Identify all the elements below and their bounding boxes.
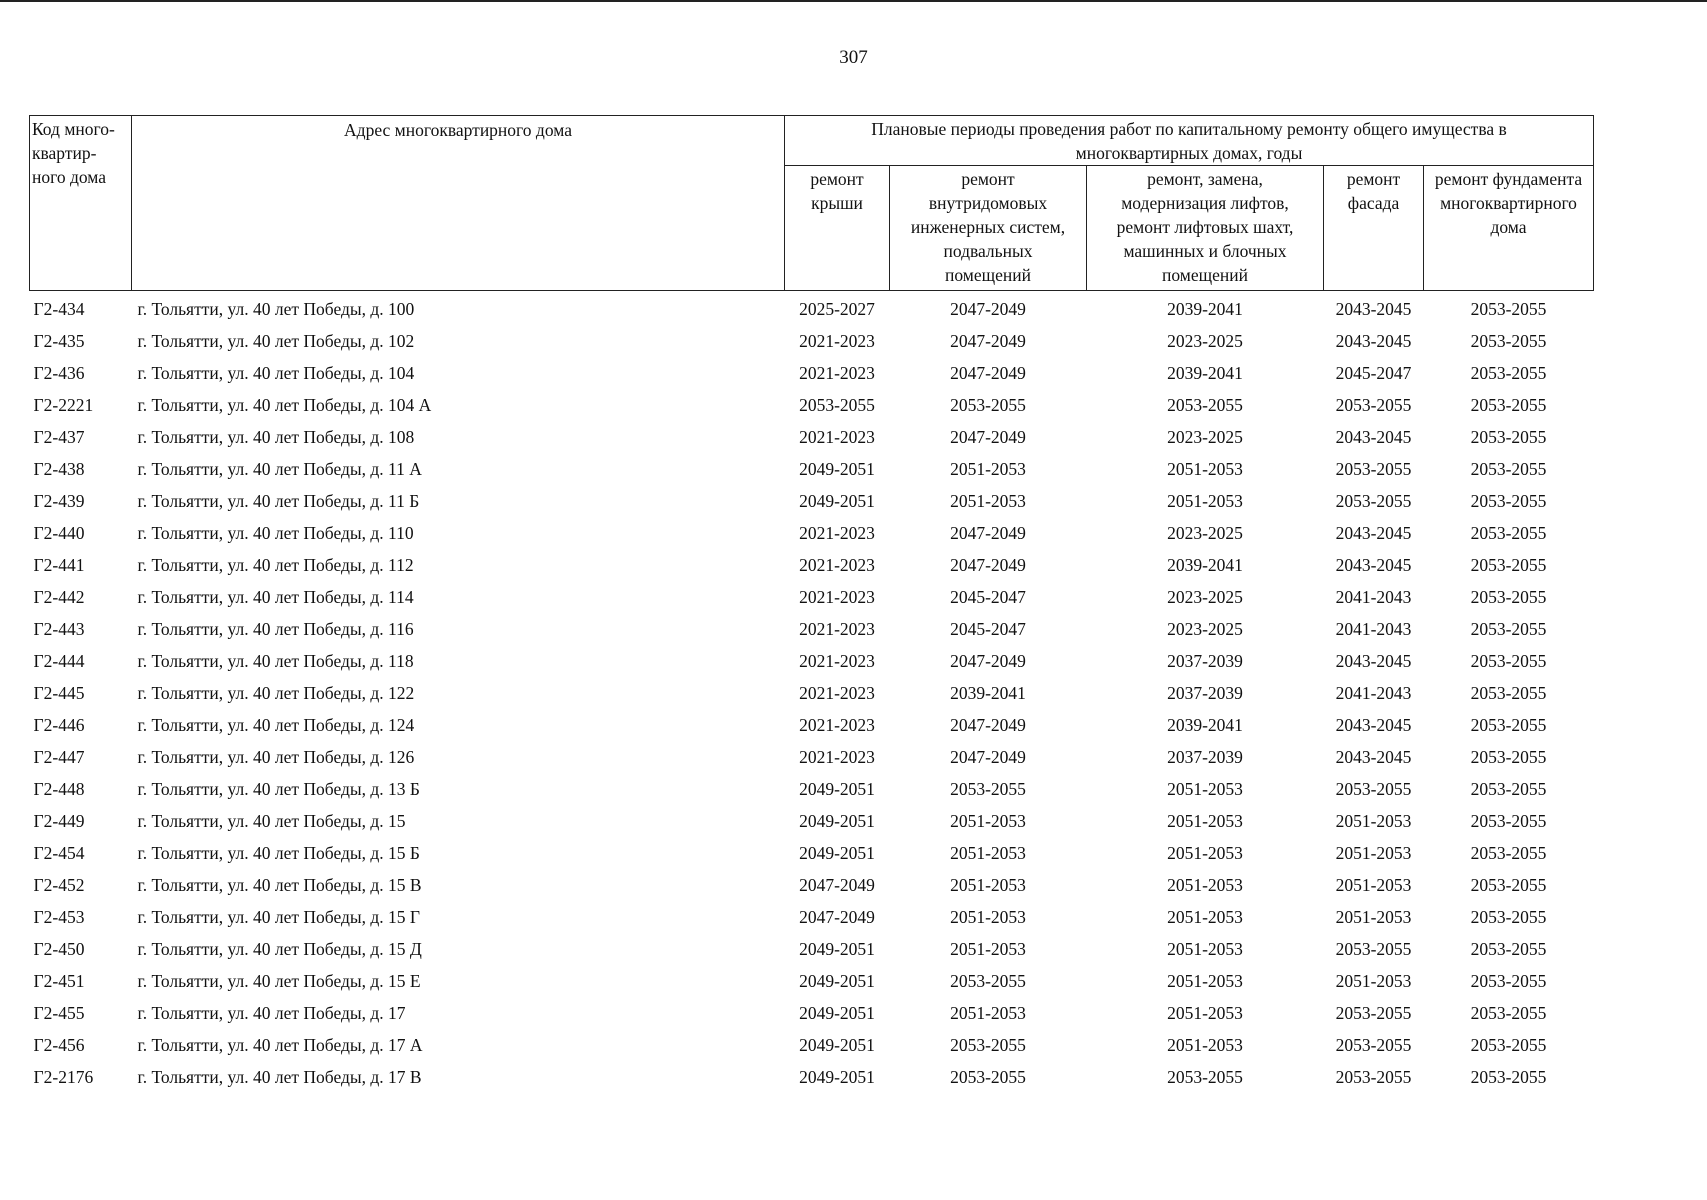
- page-number: 307: [839, 47, 868, 68]
- cell-foundation: 2053-2055: [1470, 586, 1547, 607]
- cell-roof: 2049-2051: [799, 810, 875, 831]
- cell-engineering: 2053-2055: [950, 970, 1026, 991]
- cell-foundation: 2053-2055: [1470, 298, 1547, 319]
- cell-lifts: 2039-2041: [1167, 298, 1243, 319]
- cell-lifts: 2023-2025: [1167, 330, 1243, 351]
- cell-foundation: 2053-2055: [1470, 394, 1547, 415]
- cell-roof: 2049-2051: [799, 1066, 875, 1087]
- cell-lifts: 2039-2041: [1167, 714, 1243, 735]
- cell-code: Г2-455: [33, 1002, 85, 1023]
- cell-foundation: 2053-2055: [1470, 618, 1547, 639]
- table-row: [30, 901, 1594, 933]
- table-row: [30, 709, 1594, 741]
- cell-foundation: 2053-2055: [1470, 1066, 1547, 1087]
- table-row: [30, 581, 1594, 613]
- cell-lifts: 2051-2053: [1167, 906, 1243, 927]
- cell-roof: 2021-2023: [799, 746, 875, 767]
- cell-address: г. Тольятти, ул. 40 лет Победы, д. 17 В: [137, 1066, 422, 1087]
- cell-code: Г2-434: [33, 298, 85, 319]
- header-code: [30, 116, 132, 291]
- cell-foundation: 2053-2055: [1470, 682, 1547, 703]
- cell-facade: 2053-2055: [1335, 1066, 1412, 1087]
- header-roof-text: ремонт крыши: [810, 169, 864, 213]
- cell-code: Г2-444: [33, 650, 85, 671]
- cell-engineering: 2051-2053: [950, 906, 1026, 927]
- cell-engineering: 2047-2049: [950, 554, 1026, 575]
- cell-engineering: 2047-2049: [950, 746, 1026, 767]
- header-lifts-text: ремонт, замена, модернизация лифтов, ремонт лифтовых шахт, машинных и блочных помещений: [1116, 169, 1294, 285]
- table-row: [30, 741, 1594, 773]
- cell-facade: 2053-2055: [1335, 778, 1412, 799]
- cell-address: г. Тольятти, ул. 40 лет Победы, д. 17: [137, 1002, 406, 1023]
- cell-address: г. Тольятти, ул. 40 лет Победы, д. 104: [137, 362, 415, 383]
- cell-roof: 2021-2023: [799, 522, 875, 543]
- cell-roof: 2021-2023: [799, 618, 875, 639]
- cell-address: г. Тольятти, ул. 40 лет Победы, д. 11 А: [137, 458, 422, 479]
- cell-code: Г2-448: [33, 778, 85, 799]
- cell-roof: 2049-2051: [799, 842, 875, 863]
- cell-foundation: 2053-2055: [1470, 810, 1547, 831]
- cell-foundation: 2053-2055: [1470, 1034, 1547, 1055]
- table-body: [30, 291, 1594, 1094]
- cell-facade: 2051-2053: [1335, 874, 1412, 895]
- table-row: [30, 997, 1594, 1029]
- cell-roof: 2053-2055: [799, 394, 875, 415]
- header-engineering-text: ремонт внутридомовых инженерных систем, подвальных помещений: [910, 169, 1066, 285]
- cell-code: Г2-451: [33, 970, 85, 991]
- cell-address: г. Тольятти, ул. 40 лет Победы, д. 15 Д: [137, 938, 422, 959]
- cell-facade: 2051-2053: [1335, 970, 1412, 991]
- cell-facade: 2053-2055: [1335, 1002, 1412, 1023]
- cell-code: Г2-449: [33, 810, 85, 831]
- cell-facade: 2053-2055: [1335, 490, 1412, 511]
- cell-address: г. Тольятти, ул. 40 лет Победы, д. 124: [137, 714, 415, 735]
- cell-code: Г2-454: [33, 842, 85, 863]
- cell-roof: 2047-2049: [799, 874, 875, 895]
- cell-facade: 2043-2045: [1335, 522, 1412, 543]
- cell-foundation: 2053-2055: [1470, 490, 1547, 511]
- cell-facade: 2041-2043: [1335, 586, 1412, 607]
- cell-code: Г2-446: [33, 714, 85, 735]
- cell-lifts: 2053-2055: [1167, 394, 1243, 415]
- header-foundation-text: ремонт фундамента многоквартирного дома: [1434, 169, 1583, 237]
- table-row: [30, 837, 1594, 869]
- cell-engineering: 2039-2041: [950, 682, 1026, 703]
- cell-code: Г2-439: [33, 490, 85, 511]
- cell-lifts: 2023-2025: [1167, 586, 1243, 607]
- cell-lifts: 2051-2053: [1167, 1034, 1243, 1055]
- cell-address: г. Тольятти, ул. 40 лет Победы, д. 114: [137, 586, 414, 607]
- header-address-text: Адрес многоквартирного дома: [344, 120, 572, 140]
- cell-engineering: 2051-2053: [950, 810, 1026, 831]
- table-header: [30, 116, 1594, 291]
- cell-roof: 2049-2051: [799, 970, 875, 991]
- cell-engineering: 2047-2049: [950, 426, 1026, 447]
- cell-address: г. Тольятти, ул. 40 лет Победы, д. 17 А: [137, 1034, 423, 1055]
- cell-address: г. Тольятти, ул. 40 лет Победы, д. 15 Б: [137, 842, 420, 863]
- cell-lifts: 2051-2053: [1167, 1002, 1243, 1023]
- table-row: [30, 421, 1594, 453]
- cell-code: Г2-438: [33, 458, 85, 479]
- header-planned-periods: [785, 116, 1594, 166]
- cell-roof: 2047-2049: [799, 906, 875, 927]
- cell-engineering: 2047-2049: [950, 650, 1026, 671]
- cell-lifts: 2051-2053: [1167, 490, 1243, 511]
- cell-facade: 2041-2043: [1335, 618, 1412, 639]
- cell-code: Г2-453: [33, 906, 85, 927]
- cell-foundation: 2053-2055: [1470, 746, 1547, 767]
- cell-lifts: 2039-2041: [1167, 554, 1243, 575]
- page-top-border: [0, 0, 1707, 2]
- cell-code: Г2-442: [33, 586, 85, 607]
- cell-engineering: 2053-2055: [950, 1034, 1026, 1055]
- cell-roof: 2021-2023: [799, 586, 875, 607]
- cell-foundation: 2053-2055: [1470, 650, 1547, 671]
- cell-lifts: 2037-2039: [1167, 746, 1243, 767]
- cell-foundation: 2053-2055: [1470, 970, 1547, 991]
- cell-facade: 2053-2055: [1335, 458, 1412, 479]
- cell-lifts: 2053-2055: [1167, 1066, 1243, 1087]
- table-row: [30, 933, 1594, 965]
- cell-address: г. Тольятти, ул. 40 лет Победы, д. 110: [137, 522, 414, 543]
- cell-foundation: 2053-2055: [1470, 330, 1547, 351]
- cell-facade: 2053-2055: [1335, 394, 1412, 415]
- header-facade-text: ремонт фасада: [1346, 169, 1401, 213]
- cell-address: г. Тольятти, ул. 40 лет Победы, д. 118: [137, 650, 414, 671]
- cell-address: г. Тольятти, ул. 40 лет Победы, д. 100: [137, 298, 415, 319]
- cell-address: г. Тольятти, ул. 40 лет Победы, д. 104 А: [137, 394, 432, 415]
- cell-foundation: 2053-2055: [1470, 426, 1547, 447]
- cell-roof: 2025-2027: [799, 298, 875, 319]
- cell-roof: 2049-2051: [799, 938, 875, 959]
- cell-address: г. Тольятти, ул. 40 лет Победы, д. 11 Б: [137, 490, 420, 511]
- table-row: [30, 869, 1594, 901]
- cell-facade: 2043-2045: [1335, 714, 1412, 735]
- cell-foundation: 2053-2055: [1470, 458, 1547, 479]
- cell-engineering: 2047-2049: [950, 522, 1026, 543]
- cell-roof: 2021-2023: [799, 426, 875, 447]
- cell-lifts: 2023-2025: [1167, 618, 1243, 639]
- table-row: [30, 1029, 1594, 1061]
- cell-code: Г2-2176: [33, 1066, 94, 1087]
- header-address: [132, 116, 785, 291]
- table-row: [30, 645, 1594, 677]
- cell-roof: 2021-2023: [799, 362, 875, 383]
- table-row: [30, 1061, 1594, 1093]
- repair-schedule-table: [29, 115, 1594, 1093]
- cell-address: г. Тольятти, ул. 40 лет Победы, д. 13 Б: [137, 778, 420, 799]
- table-row: [30, 517, 1594, 549]
- cell-engineering: 2051-2053: [950, 458, 1026, 479]
- cell-address: г. Тольятти, ул. 40 лет Победы, д. 108: [137, 426, 415, 447]
- cell-address: г. Тольятти, ул. 40 лет Победы, д. 122: [137, 682, 415, 703]
- table-row: [30, 549, 1594, 581]
- table-row: [30, 677, 1594, 709]
- cell-lifts: 2037-2039: [1167, 650, 1243, 671]
- cell-facade: 2043-2045: [1335, 426, 1412, 447]
- cell-roof: 2049-2051: [799, 490, 875, 511]
- cell-engineering: 2045-2047: [950, 586, 1026, 607]
- cell-lifts: 2051-2053: [1167, 458, 1243, 479]
- cell-code: Г2-437: [33, 426, 85, 447]
- cell-facade: 2043-2045: [1335, 650, 1412, 671]
- cell-facade: 2053-2055: [1335, 938, 1412, 959]
- cell-engineering: 2053-2055: [950, 1066, 1026, 1087]
- cell-address: г. Тольятти, ул. 40 лет Победы, д. 116: [137, 618, 414, 639]
- cell-facade: 2043-2045: [1335, 330, 1412, 351]
- cell-address: г. Тольятти, ул. 40 лет Победы, д. 102: [137, 330, 415, 351]
- header-roof: [785, 166, 890, 291]
- cell-engineering: 2045-2047: [950, 618, 1026, 639]
- cell-lifts: 2051-2053: [1167, 938, 1243, 959]
- cell-lifts: 2051-2053: [1167, 778, 1243, 799]
- header-facade: [1324, 166, 1424, 291]
- cell-lifts: 2051-2053: [1167, 842, 1243, 863]
- cell-roof: 2021-2023: [799, 650, 875, 671]
- cell-foundation: 2053-2055: [1470, 906, 1547, 927]
- cell-roof: 2049-2051: [799, 458, 875, 479]
- cell-engineering: 2047-2049: [950, 362, 1026, 383]
- cell-facade: 2043-2045: [1335, 554, 1412, 575]
- cell-lifts: 2039-2041: [1167, 362, 1243, 383]
- cell-engineering: 2051-2053: [950, 874, 1026, 895]
- header-lifts: [1087, 166, 1324, 291]
- table-row: [30, 805, 1594, 837]
- cell-engineering: 2053-2055: [950, 394, 1026, 415]
- cell-engineering: 2047-2049: [950, 714, 1026, 735]
- cell-code: Г2-447: [33, 746, 85, 767]
- cell-code: Г2-456: [33, 1034, 85, 1055]
- cell-code: Г2-435: [33, 330, 85, 351]
- cell-facade: 2053-2055: [1335, 1034, 1412, 1055]
- cell-code: Г2-441: [33, 554, 85, 575]
- cell-foundation: 2053-2055: [1470, 522, 1547, 543]
- header-planned-periods-text: Плановые периоды проведения работ по капитальному ремонту общего имущества в многоквартирных домах, годы: [871, 119, 1507, 163]
- cell-facade: 2043-2045: [1335, 298, 1412, 319]
- cell-code: Г2-2221: [33, 394, 94, 415]
- header-engineering: [890, 166, 1087, 291]
- cell-roof: 2021-2023: [799, 714, 875, 735]
- cell-address: г. Тольятти, ул. 40 лет Победы, д. 15 В: [137, 874, 422, 895]
- cell-roof: 2021-2023: [799, 554, 875, 575]
- cell-engineering: 2047-2049: [950, 330, 1026, 351]
- cell-foundation: 2053-2055: [1470, 938, 1547, 959]
- cell-lifts: 2023-2025: [1167, 426, 1243, 447]
- cell-foundation: 2053-2055: [1470, 714, 1547, 735]
- cell-lifts: 2037-2039: [1167, 682, 1243, 703]
- cell-address: г. Тольятти, ул. 40 лет Победы, д. 15 Е: [137, 970, 421, 991]
- table-row: [30, 357, 1594, 389]
- cell-foundation: 2053-2055: [1470, 842, 1547, 863]
- cell-code: Г2-436: [33, 362, 85, 383]
- table-row: [30, 773, 1594, 805]
- cell-address: г. Тольятти, ул. 40 лет Победы, д. 15: [137, 810, 406, 831]
- cell-foundation: 2053-2055: [1470, 362, 1547, 383]
- table-row: [30, 389, 1594, 421]
- cell-roof: 2021-2023: [799, 682, 875, 703]
- cell-code: Г2-440: [33, 522, 85, 543]
- table-row: [30, 613, 1594, 645]
- cell-roof: 2049-2051: [799, 1034, 875, 1055]
- cell-foundation: 2053-2055: [1470, 778, 1547, 799]
- table-row: [30, 965, 1594, 997]
- cell-facade: 2051-2053: [1335, 810, 1412, 831]
- cell-foundation: 2053-2055: [1470, 1002, 1547, 1023]
- table-row: [30, 291, 1594, 326]
- cell-code: Г2-450: [33, 938, 85, 959]
- cell-engineering: 2047-2049: [950, 298, 1026, 319]
- cell-lifts: 2051-2053: [1167, 874, 1243, 895]
- cell-lifts: 2051-2053: [1167, 970, 1243, 991]
- cell-roof: 2021-2023: [799, 330, 875, 351]
- table-row: [30, 485, 1594, 517]
- table-row: [30, 453, 1594, 485]
- cell-engineering: 2051-2053: [950, 1002, 1026, 1023]
- cell-engineering: 2051-2053: [950, 938, 1026, 959]
- cell-engineering: 2053-2055: [950, 778, 1026, 799]
- cell-foundation: 2053-2055: [1470, 554, 1547, 575]
- header-foundation: [1424, 166, 1594, 291]
- cell-facade: 2041-2043: [1335, 682, 1412, 703]
- cell-lifts: 2051-2053: [1167, 810, 1243, 831]
- cell-facade: 2051-2053: [1335, 906, 1412, 927]
- cell-foundation: 2053-2055: [1470, 874, 1547, 895]
- cell-address: г. Тольятти, ул. 40 лет Победы, д. 126: [137, 746, 415, 767]
- cell-engineering: 2051-2053: [950, 842, 1026, 863]
- cell-code: Г2-445: [33, 682, 85, 703]
- cell-lifts: 2023-2025: [1167, 522, 1243, 543]
- cell-address: г. Тольятти, ул. 40 лет Победы, д. 112: [137, 554, 414, 575]
- header-code-text: Код много- квартир- ного дома: [32, 119, 115, 187]
- cell-roof: 2049-2051: [799, 778, 875, 799]
- cell-roof: 2049-2051: [799, 1002, 875, 1023]
- cell-code: Г2-452: [33, 874, 85, 895]
- cell-facade: 2043-2045: [1335, 746, 1412, 767]
- cell-code: Г2-443: [33, 618, 85, 639]
- table-row: [30, 325, 1594, 357]
- cell-facade: 2051-2053: [1335, 842, 1412, 863]
- cell-facade: 2045-2047: [1335, 362, 1412, 383]
- cell-engineering: 2051-2053: [950, 490, 1026, 511]
- cell-address: г. Тольятти, ул. 40 лет Победы, д. 15 Г: [137, 906, 421, 927]
